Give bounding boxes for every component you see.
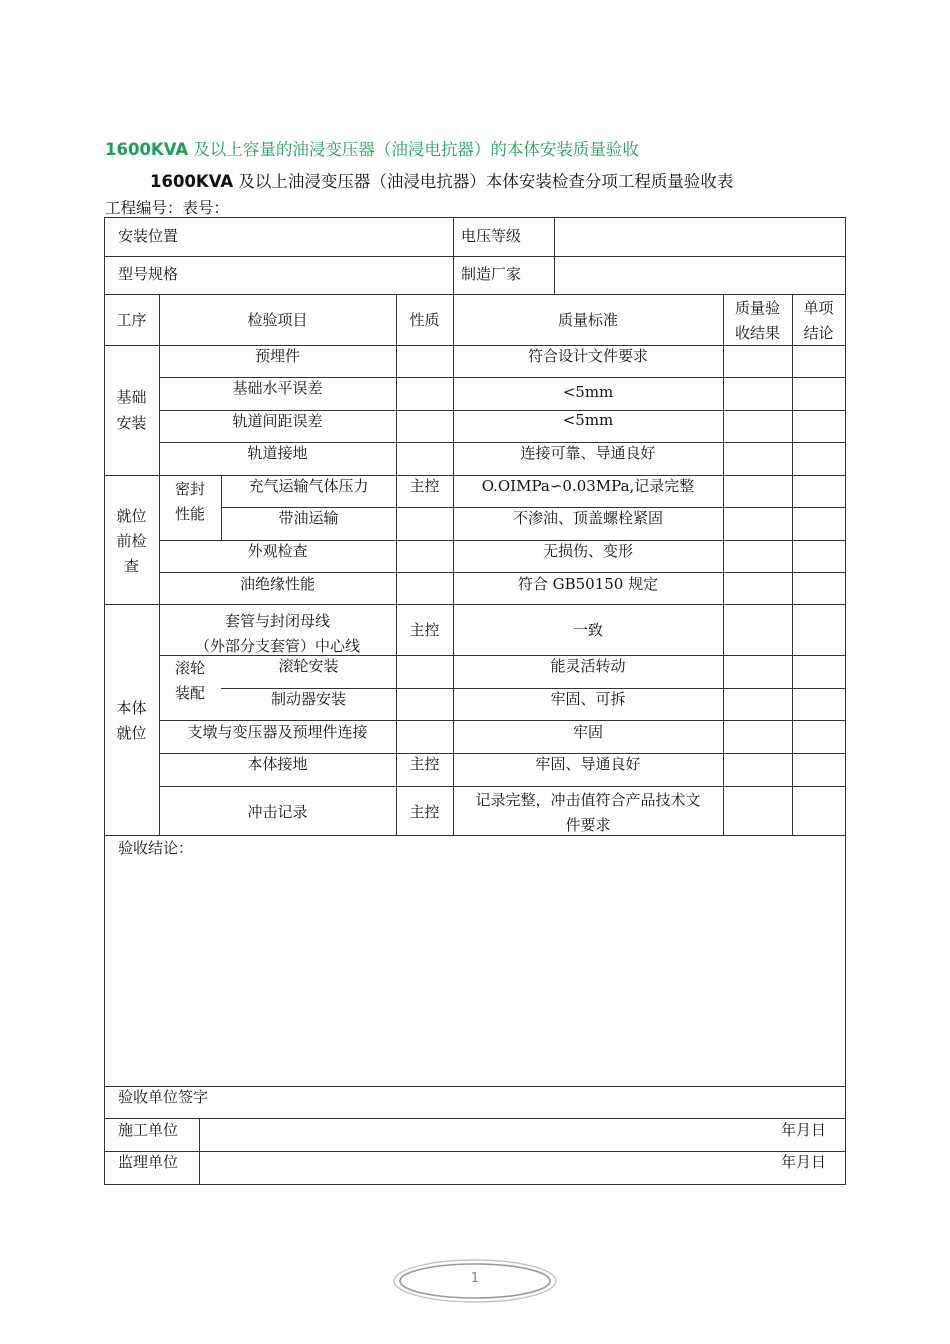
page-number: 1 <box>470 1271 480 1286</box>
table-border-line <box>104 294 846 295</box>
row-body-ground-item: 本体接地 <box>247 755 308 773</box>
header-item: 检验项目 <box>247 311 308 329</box>
row-gas-nature: 主控 <box>409 477 440 495</box>
acceptance-conclusion-area[interactable] <box>106 862 844 1084</box>
group-precheck-line2: 前检 <box>116 532 147 550</box>
row-appearance-item: 外观检查 <box>247 542 308 560</box>
acceptance-conclusion-label: 验收结论： <box>118 839 194 857</box>
row-bushing-standard: 一致 <box>572 621 603 639</box>
group-precheck-line1: 就位 <box>116 507 147 525</box>
subgroup-seal-line2: 性能 <box>174 505 205 523</box>
row-body-ground-nature: 主控 <box>409 755 440 773</box>
row-impact-standard-line2: 件要求 <box>565 816 611 834</box>
project-number-line: 工程编号：表号： <box>105 199 230 217</box>
group-body-line1: 本体 <box>116 699 147 717</box>
row-bushing-item-line1: 套管与封闭母线 <box>224 612 330 630</box>
subgroup-seal-line1: 密封 <box>174 480 205 498</box>
row-level-item: 基础水平误差 <box>232 379 323 397</box>
row-brake-standard: 牢固、可拆 <box>550 690 626 708</box>
table-border-line <box>199 1118 200 1184</box>
row-insulation-standard: 符合 GB50150 规定 <box>517 575 659 593</box>
voltage-level-input[interactable] <box>555 218 844 255</box>
row-bushing-item-line2: （外部分支套管）中心线 <box>194 637 360 655</box>
row-embedded-standard: 符合设计文件要求 <box>527 347 648 365</box>
contractor-signature-field[interactable] <box>201 1120 701 1149</box>
row-roller-item: 滚轮安装 <box>278 657 339 675</box>
row-rail-ground-standard: 连接可靠、导通良好 <box>520 444 656 462</box>
voltage-level-label: 电压等级 <box>461 227 522 245</box>
row-impact-item: 冲击记录 <box>247 803 308 821</box>
row-impact-standard-line1: 记录完整，冲击值符合产品技术文 <box>475 791 701 809</box>
group-foundation-line2: 安装 <box>116 414 147 432</box>
group-precheck-line3: 查 <box>123 557 139 575</box>
subgroup-roller-line1: 滚轮 <box>174 659 205 677</box>
row-roller-standard: 能灵活转动 <box>550 657 626 675</box>
table-border-line <box>845 217 846 1185</box>
row-oil-standard: 不渗油、顶盖螺栓紧固 <box>512 509 663 527</box>
table-border-line <box>104 1086 846 1087</box>
row-embedded-item: 预埋件 <box>254 347 300 365</box>
page-number-badge <box>392 1256 558 1306</box>
supervisor-signature-field[interactable] <box>201 1153 701 1182</box>
contractor-label: 施工单位 <box>118 1121 179 1139</box>
row-bushing-nature: 主控 <box>409 621 440 639</box>
table-border-line <box>159 786 846 787</box>
supervisor-date: 年月日 <box>780 1153 826 1171</box>
row-rail-ground-item: 轨道接地 <box>247 444 308 462</box>
row-pier-standard: 牢固 <box>572 723 603 741</box>
manufacturer-input[interactable] <box>555 257 844 293</box>
row-brake-item: 制动器安装 <box>270 690 346 708</box>
table-border-line <box>104 1184 846 1185</box>
table-title: 1600KVA 及以上油浸变压器（油浸电抗器）本体安装检查分项工程质量验收表 <box>150 172 734 191</box>
header-conclusion-line2: 结论 <box>803 324 834 342</box>
header-process: 工序 <box>116 311 147 329</box>
table-border-line <box>453 217 454 294</box>
table-border-line <box>104 604 846 605</box>
row-rail-gap-standard: <5mm <box>562 411 614 429</box>
header-conclusion-line1: 单项 <box>803 299 834 317</box>
install-location-input[interactable] <box>190 218 452 255</box>
row-level-standard: <5mm <box>562 383 614 401</box>
row-insulation-item: 油绝缘性能 <box>239 575 315 593</box>
group-foundation-line1: 基础 <box>116 388 147 406</box>
contractor-date: 年月日 <box>780 1121 826 1139</box>
row-gas-item: 充气运输气体压力 <box>248 477 369 495</box>
manufacturer-label: 制造厂家 <box>461 265 522 283</box>
row-appearance-standard: 无损伤、变形 <box>542 542 633 560</box>
subgroup-roller-line2: 装配 <box>174 684 205 702</box>
header-result-line2: 收结果 <box>734 324 780 342</box>
supervisor-label: 监理单位 <box>118 1153 179 1171</box>
row-impact-nature: 主控 <box>409 803 440 821</box>
install-location-label: 安装位置 <box>118 227 179 245</box>
table-border-line <box>792 294 793 835</box>
group-body-line2: 就位 <box>116 724 147 742</box>
header-result-line1: 质量验 <box>734 299 780 317</box>
signature-section-label: 验收单位签字 <box>118 1088 209 1106</box>
document-heading: 1600KVA 及以上容量的油浸变压器（油浸电抗器）的本体安装质量验收 <box>105 140 639 159</box>
row-rail-gap-item: 轨道间距误差 <box>232 412 323 430</box>
row-pier-item: 支墩与变压器及预埋件连接 <box>187 723 368 741</box>
table-border-line <box>723 294 724 835</box>
row-oil-item: 带油运输 <box>278 509 339 527</box>
row-gas-standard: O.OIMPa∽0.03MPa,记录完整 <box>481 477 695 495</box>
header-nature: 性质 <box>409 311 440 329</box>
row-body-ground-standard: 牢固、导通良好 <box>535 755 641 773</box>
model-spec-label: 型号规格 <box>118 265 179 283</box>
header-standard: 质量标准 <box>557 311 618 329</box>
